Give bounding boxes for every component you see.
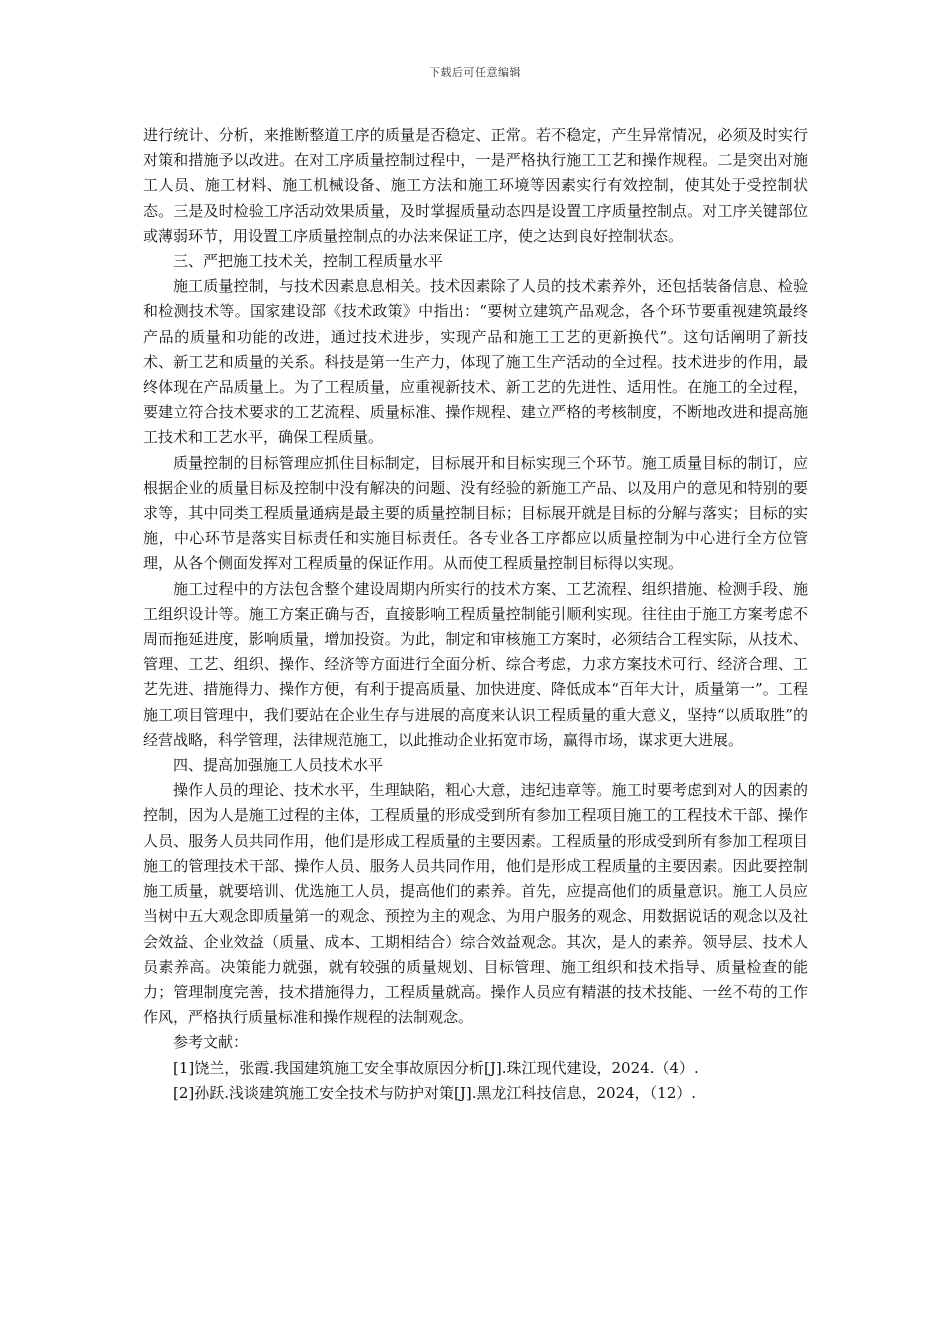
paragraph-personnel-factors: 操作人员的理论、技术水平，生理缺陷，粗心大意，违纪违章等。施工时要考虑到对人的因素的控制，因为人是施工过程的主体，工程质量的形成受到所有参加工程项目施工的工程技术干部、操作人员、服务人员共同作用，他们是形成工程质量的主要因素。工程质量的形成受到所有参加工程项目施工的管理技术干部、操作人员、服务人员共同作用，他们是形成工程质量的主要因素。因此要控制施工质量，就要培训、优选施工人员，提高他们的素养。首先，应提高他们的质量意识。施工人员应当树中五大观念即质量第一的观念、预控为主的观念、为用户服务的观念、用数据说话的观念以及社会效益、企业效益（质量、成本、工期相结合）综合效益观念。其次，是人的素养。领导层、技术人员素养高。决策能力就强，就有较强的质量规划、目标管理、施工组织和技术指导、质量检查的能力；管理制度完善，技术措施得力，工程质量就高。操作人员应有精湛的技术技能、一丝不苟的工作作风，严格执行质量标准和操作规程的法制观念。 <box>143 781 808 1027</box>
page-header-note: 下载后可任意编辑 <box>429 66 521 79</box>
paragraph-technology-factors: 施工质量控制，与技术因素息息相关。技术因素除了人员的技术素养外，还包括装备信息、检验和检测技术等。国家建设部《技术政策》中指出：“要树立建筑产品观念，各个环节要重视建筑最终产品的质量和功能的改进，通过技术进步，实现产品和施工工艺的更新换代”。这句话阐明了新技术、新工艺和质量的关系。科技是第一生产力，体现了施工生产活动的全过程。技术进步的作用，最终体现在产品质量上。为了工程质量，应重视新技术、新工艺的先进性、适用性。在施工的全过程，要建立符合技术要求的工艺流程、质量标准、操作规程、建立严格的考核制度，不断地改进和提高施工技术和工艺水平，确保工程质量。 <box>143 277 808 447</box>
document-body <box>143 123 808 1106</box>
section-heading-three: 三、严把施工技术关，控制工程质量水平 <box>173 252 444 271</box>
paragraph-target-management: 质量控制的目标管理应抓住目标制定，目标展开和目标实现三个环节。施工质量目标的制订，应根据企业的质量目标及控制中没有解决的问题、没有经验的新施工产品、以及用户的意见和特别的要求等，其中同类工程质量通病是最主要的质量控制目标；目标展开就是目标的分解与落实；目标的实施，中心环节是落实目标责任和实施目标责任。各专业各工序都应以质量控制为中心进行全方位管理，从各个侧面发挥对工程质量的保证作用。从而使工程质量控制目标得以实现。 <box>143 453 808 573</box>
reference-item-2: [2]孙跃.浅谈建筑施工安全技术与防护对策[J].黑龙江科技信息，2024，（12）. <box>173 1083 697 1102</box>
paragraph-process-quality: 进行统计、分析，来推断整道工序的质量是否稳定、正常。若不稳定，产生异常情况，必须及时实行对策和措施予以改进。在对工序质量控制过程中，一是严格执行施工工艺和操作规程。二是突出对施工人员、施工材料、施工机械设备、施工方法和施工环境等因素实行有效控制，使其处于受控制状态。三是及时检验工序活动效果质量，及时掌握质量动态四是设置工序质量控制点。对工序关键部位或薄弱环节，用设置工序质量控制点的办法来保证工序，使之达到良好控制状态。 <box>143 126 808 245</box>
section-heading-four: 四、提高加强施工人员技术水平 <box>173 756 384 775</box>
reference-item-1: [1]饶兰，张霞.我国建筑施工安全事故原因分析[J].珠江现代建设，2024.（4）. <box>173 1058 699 1077</box>
paragraph-construction-methods: 施工过程中的方法包含整个建设周期内所实行的技术方案、工艺流程、组织措施、检测手段、施工组织设计等。施工方案正确与否，直接影响工程质量控制能引顺利实现。往往由于施工方案考虑不周而拖延进度，影响质量，增加投资。为此，制定和审核施工方案时，必须结合工程实际，从技术、管理、工艺、组织、操作、经济等方面进行全面分析、综合考虑，力求方案技术可行、经济合理、工艺先进、措施得力、操作方便，有利于提高质量、加快进度、降低成本“百年大计，质量第一”。工程施工项目管理中，我们要站在企业生存与进展的高度来认识工程质量的重大意义，坚持“以质取胜”的经营战略，科学管理，法律规范施工，以此推动企业拓宽市场，赢得市场，谋求更大进展。 <box>143 579 808 749</box>
references-heading: 参考文献： <box>173 1033 249 1052</box>
